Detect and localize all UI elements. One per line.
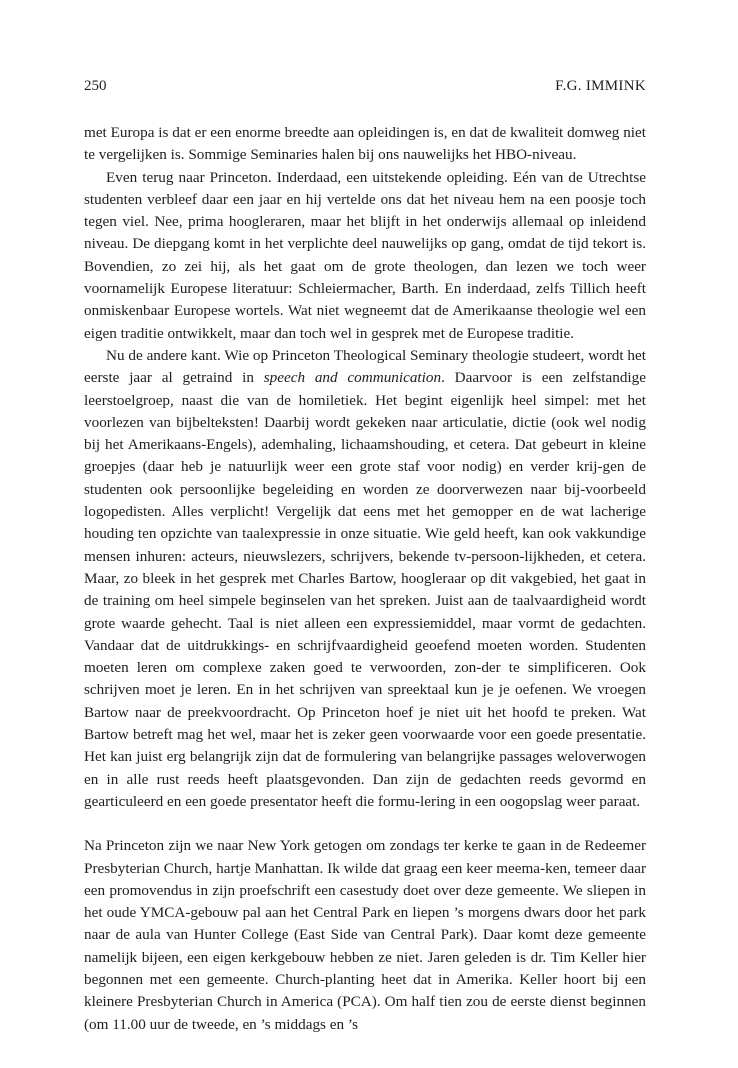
running-head — [84, 78, 646, 100]
running-title: F.G. IMMINK — [555, 78, 646, 94]
page-number: 250 — [84, 78, 107, 94]
speech-and-communication-phrase: speech and communication — [263, 369, 442, 387]
section-break — [84, 813, 646, 835]
book-page — [84, 0, 646, 1068]
body-text — [84, 122, 646, 1036]
paragraph-speech-training-rest: . Daarvoor is een zelfstandige leerstoelgroep, naast die van de homiletiek. Het begint eigenlijk heel simpel: met het voorlezen van bijbelteksten! Daarbij wordt gekeken naar articulatie, dictie (ook wel nodig bij het Amerikaans-Engels), ademhaling, lichaamshouding, et cetera. Dat gebeurt in kleine groepjes (daar heb je natuurlijk weer een grote staf voor nodig) en verder krij-gen de studenten ook persoonlijke begeleiding en worden ze doorverwezen naar bij-voorbeeld logopedisten. Alles verplicht! Vergelijk dat eens met het gemopper en de wat lacherige houding ten opzichte van taalexpressie in onze situatie. Wie geld heeft, kan ook vakkundige mensen inhuren: acteurs, nieuwslezers, schrijvers, bekende tv-persoon-lijkheden, et cetera. Maar, zo bleek in het gesprek met Charles Bartow, hoogleraar op dit vakgebied, het gaat in de training om heel simpele beginselen van het spreken. Juist aan de taalvaardigheid wordt grote waarde gehecht. Taal is niet alleen een expressiemiddel, maar vormt de gedachten. Vandaar dat de uitdrukkings- en schrijfvaardigheid geoefend moeten worden. Studenten moeten leren om complexe zaken goed te verwoorden, zon-der te simplificeren. Ook schrijven moet je leren. En in het schrijven van spreektaal kun je je oefenen. We vroegen Bartow naar de preekvoordracht. Op Princeton hoef je niet uit het hoofd te preken. Wat Bartow betreft mag het wel, maar het is zeker geen voorwaarde voor een goede presentatie. Het kan juist erg belangrijk zijn dat de formulering van belangrijke passages weloverwogen en in alle rust reeds heeft plaatsgevonden. Dan zijn de gedachten reeds gevormd en gearticuleerd en een goede presentator heeft die formu-lering in een oogopslag weer paraat. — [84, 369, 646, 810]
paragraph-princeton: Even terug naar Princeton. Inderdaad, een uitstekende opleiding. Eén van de Utrechtse studenten verbleef daar een jaar en hij vertelde ons dat het niveau hem na een poosje toch tegen viel. Nee, prima hoogleraren, maar het blijft in het onderwijs allemaal op inleidend niveau. De diepgang komt in het verplichte deel nauwelijks op gang, omdat de tijd tekort is. Bovendien, zo zei hij, als het gaat om de grote theologen, dan lezen we toch weer voornamelijk Europese literatuur: Schleiermacher, Barth. En inderdaad, zelfs Tillich heeft onmiskenbaar Europese wortels. Wat niet wegneemt dat de Amerikaanse theologie wel een eigen traditie ontwikkelt, maar dan toch wel in gesprek met de Europese traditie. — [84, 168, 646, 342]
paragraph-speech-training — [84, 345, 646, 813]
paragraph-speech-training-start: Nu de andere kant. Wie op Princeton Theological Seminary theologie studeert, wordt het eerste jaar al getraind in — [84, 346, 646, 387]
paragraph-new-york: Na Princeton zijn we naar New York getogen om zondags ter kerke te gaan in de Redeemer Presbyterian Church, hartje Manhattan. Ik wilde dat graag een keer meema-ken, temeer daar een promovendus in zijn proefschrift een casestudy doet over deze gemeente. We sliepen in het oude YMCA-gebouw pal aan het Central Park en liepen ’s morgens dwars door het park naar de aula van Hunter College (East Side van Central Park). Daar komt deze gemeente namelijk bijeen, een eigen kerkgebouw hebben ze niet. Jaren geleden is dr. Tim Keller hier begonnen met een gemeente. Church-planting heet dat in Amerika. Keller hoort bij een kleinere Presbyterian Church in America (PCA). Om half tien zou de eerste dienst beginnen (om 11.00 uur de tweede, en ’s middags en ’s — [84, 837, 646, 1033]
paragraph-europe: met Europa is dat er een enorme breedte aan opleidingen is, en dat de kwaliteit domweg niet te vergelijken is. Sommige Seminaries halen bij ons nauwelijks het HBO-niveau. — [84, 124, 646, 164]
